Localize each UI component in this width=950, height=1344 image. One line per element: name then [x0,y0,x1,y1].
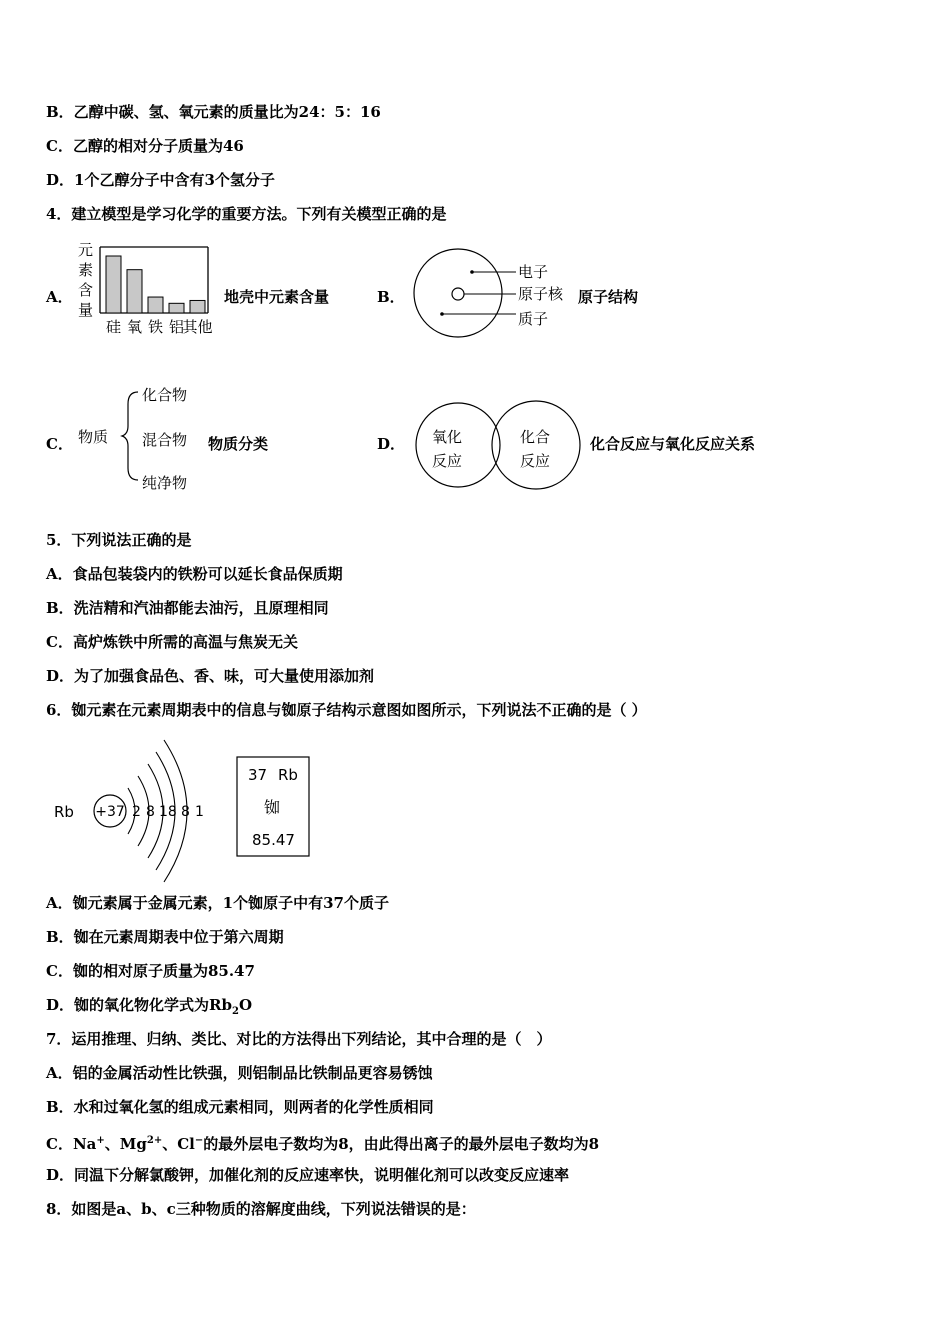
q7-option-c-sup-3: − [194,1135,204,1146]
category-label-5: 其他 [182,318,213,336]
q7-option-c-part-2: 、Mg [104,1135,147,1153]
q7-option-c-part-1: C．Na [46,1135,97,1153]
bar-4 [169,303,184,313]
shell-count-3: 18 [159,804,177,820]
proton-label: 质子 [518,310,549,328]
q4-option-b-caption: 原子结构 [578,288,639,306]
compound-label: 化合物 [142,386,188,404]
y-label-char-1: 元 [78,241,94,259]
matter-classification-diagram [76,380,206,495]
q7-option-c-sup-1: + [96,1135,105,1146]
combination-label-1: 化合 [520,428,551,446]
q4-option-c-label: C． [46,435,73,453]
q7-option-a: A．铝的金属活动性比铁强，则铝制品比铁制品更容易锈蚀 [46,1064,433,1082]
shell-count-5: 1 [195,804,204,820]
q7-stem: 7．运用推理、归纳、类比、对比的方法得出下列结论，其中合理的是（ ） [46,1030,552,1048]
bar-5 [190,300,205,313]
q7-option-c [46,1131,599,1154]
y-label-char-4: 量 [78,301,94,319]
element-content-bar-chart [76,240,221,338]
category-label-1: 硅 [105,318,122,336]
rubidium-atom-diagram [50,736,220,884]
q6-option-b: B．铷在元素周期表中位于第六周期 [46,928,284,946]
y-label-char-2: 素 [78,261,94,279]
nucleus-charge: +37 [95,804,125,820]
q6-option-a: A．铷元素属于金属元素，1个铷原子中有37个质子 [46,894,389,912]
oxidation-label-2: 反应 [432,452,463,470]
q7-option-c-sup-2: 2+ [146,1135,163,1146]
category-label-4: 铝 [168,318,185,336]
q6-option-d-text: D．铷的氧化物化学式为Rb [46,996,232,1014]
q7-option-d: D．同温下分解氯酸钾，加催化剂的反应速率快，说明催化剂可以改变反应速率 [46,1166,570,1184]
atom-structure-diagram [408,246,578,338]
oxidation-label-1: 氧化 [432,428,463,446]
pure-substance-label: 纯净物 [142,474,188,492]
q7-option-c-part-3: 、Cl [162,1135,195,1153]
q6-option-d-subscript: 2 [231,1006,239,1017]
nucleus-label: 原子核 [518,285,564,303]
matter-root-label: 物质 [78,428,109,446]
q5-option-a: A．食品包装袋内的铁粉可以延长食品保质期 [46,565,343,583]
periodic-table-cell [236,756,312,858]
reaction-venn-diagram [408,398,588,493]
classification-brace [122,392,138,480]
q4-option-b-label: B． [377,288,405,306]
q3-option-d: D．1个乙醇分子中含有3个氢分子 [46,171,275,189]
shell-count-2: 8 [146,804,155,820]
atomic-number: 37 [248,766,268,784]
q4-option-a-label: A． [46,288,73,306]
element-symbol: Rb [278,766,298,784]
q6-option-c: C．铷的相对原子质量为85.47 [46,962,255,980]
bar-2 [127,270,142,313]
q5-option-b: B．洗洁精和汽油都能去油污，且原理相同 [46,599,329,617]
shell-count-4: 8 [181,804,190,820]
element-name: 铷 [264,798,281,817]
combination-label-2: 反应 [520,452,551,470]
q4-option-c-caption: 物质分类 [208,435,269,453]
electron-label: 电子 [518,263,549,281]
mixture-label: 混合物 [142,431,188,449]
q6-stem: 6．铷元素在元素周期表中的信息与铷原子结构示意图如图所示，下列说法不正确的是（ ） [46,701,647,719]
shell-count-1: 2 [132,804,141,820]
q6-option-d-tail: O [238,996,253,1014]
category-label-2: 氧 [126,318,143,336]
q7-option-b: B．水和过氧化氢的组成元素相同，则两者的化学性质相同 [46,1098,434,1116]
q5-option-c: C．高炉炼铁中所需的高温与焦炭无关 [46,633,298,651]
q4-option-d-caption: 化合反应与氧化反应关系 [590,435,756,453]
atom-outer-circle [414,249,502,337]
q7-option-c-part-4: 的最外层电子数均为8，由此得出离子的最外层电子数均为8 [203,1135,600,1153]
q5-stem: 5．下列说法正确的是 [46,531,192,549]
y-label-char-3: 含 [78,281,94,299]
q3-option-c: C．乙醇的相对分子质量为46 [46,137,244,155]
bar-1 [106,256,121,313]
chart-y-label [78,241,93,319]
q4-stem: 4．建立模型是学习化学的重要方法。下列有关模型正确的是 [46,205,447,223]
atom-symbol: Rb [54,803,74,821]
bar-3 [148,297,163,313]
q8-stem: 8．如图是a、b、c三种物质的溶解度曲线，下列说法错误的是： [46,1200,476,1218]
atomic-mass: 85.47 [252,831,295,849]
nucleus-circle [452,288,464,300]
q4-option-a-caption: 地壳中元素含量 [224,288,330,306]
q4-option-d-label: D． [377,435,406,453]
q3-option-b: B．乙醇中碳、氢、氧元素的质量比为24：5：16 [46,103,381,121]
q5-option-d: D．为了加强食品色、香、味，可大量使用添加剂 [46,667,375,685]
q6-option-d [46,995,252,1022]
category-label-3: 铁 [147,318,164,336]
